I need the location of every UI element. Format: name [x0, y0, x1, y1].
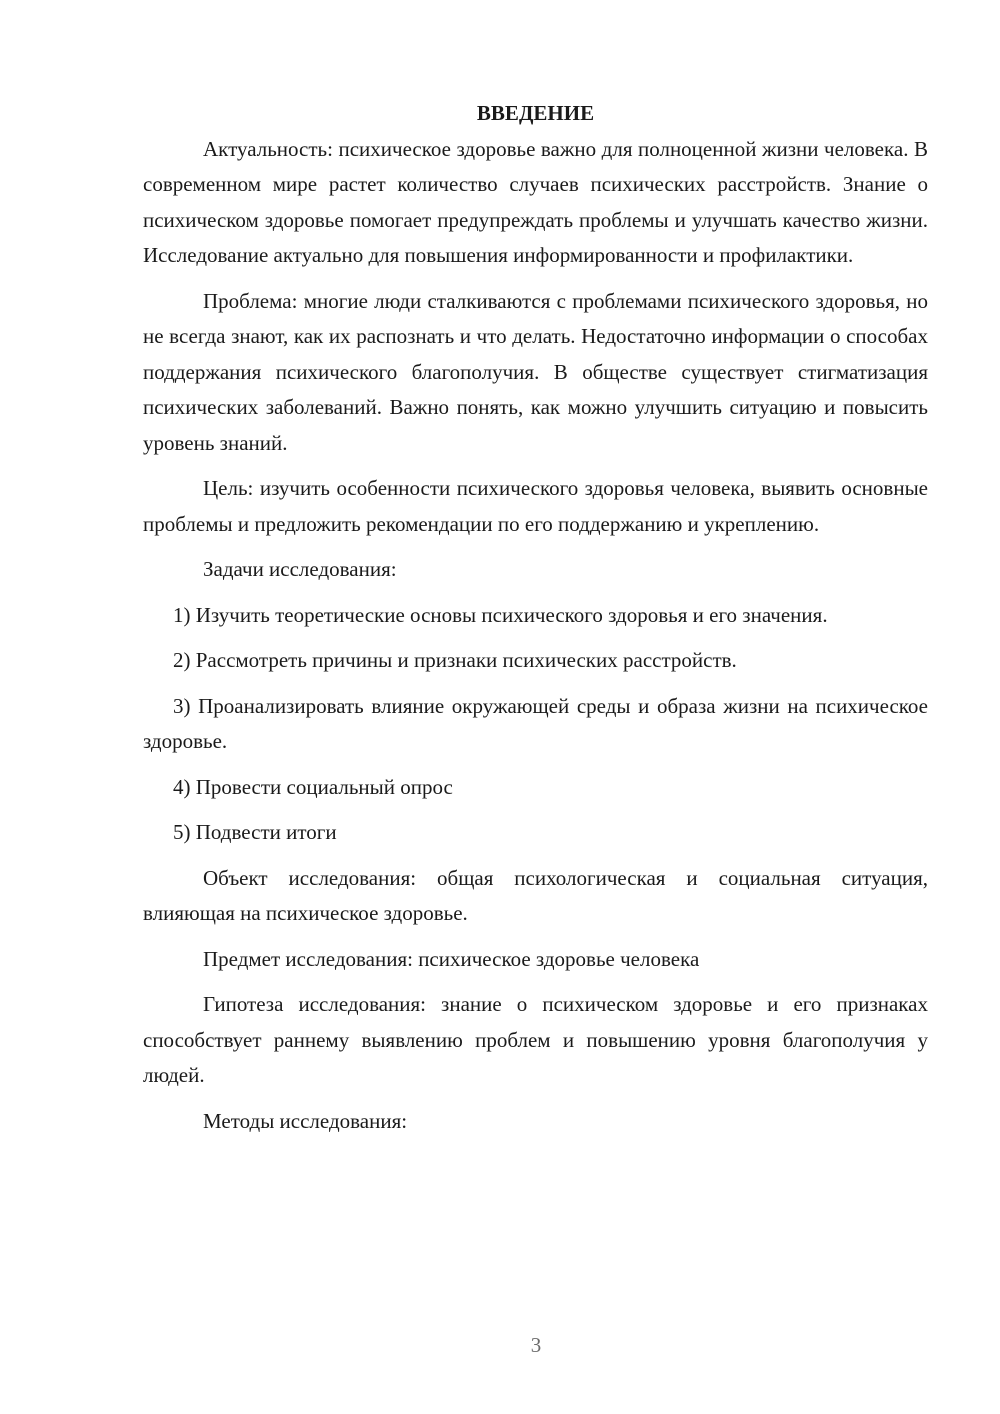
- task-item: 3) Проанализировать влияние окружающей среды и образа жизни на психическое здоровье.: [143, 693, 928, 753]
- paragraph-object: Объект исследования: общая психологическая и социальная ситуация, влияющая на психическое здоровье.: [143, 865, 928, 925]
- paragraph-problem: Проблема: многие люди сталкиваются с проблемами психического здоровья, но не всегда знают, как их распознать и что делать. Недостаточно информации о способах поддержания психического благополучия. В обществе существует стигматизация психических заболеваний. Важно понять, как можно улучшить ситуацию и повысить уровень знаний.: [143, 288, 928, 455]
- task-item: 1) Изучить теоретические основы психического здоровья и его значения.: [173, 602, 828, 627]
- task-item: 5) Подвести итоги: [173, 820, 337, 844]
- paragraph-subject: Предмет исследования: психическое здоровье человека: [203, 946, 700, 971]
- paragraph-hypothesis: Гипотеза исследования: знание о психическом здоровье и его признаках способствует раннему выявлению проблем и повышению уровня благополучия у людей.: [143, 992, 928, 1087]
- paragraph-goal: Цель: изучить особенности психического здоровья человека, выявить основные проблемы и предложить рекомендации по его поддержанию и укреплению.: [143, 476, 928, 536]
- section-title: ВВЕДЕНИЕ: [476, 101, 595, 125]
- paragraph-methods: Методы исследования:: [203, 1108, 408, 1133]
- paragraph-tasks-heading: Задачи исследования:: [203, 557, 397, 581]
- task-item: 4) Провести социальный опрос: [173, 774, 453, 799]
- page-number: 3: [530, 1333, 542, 1357]
- task-item: 2) Рассмотреть причины и признаки психических расстройств.: [173, 648, 737, 672]
- page-content: [143, 96, 928, 1149]
- paragraph-relevance: Актуальность: психическое здоровье важно для полноценной жизни человека. В современном мире растет количество случаев психических расстройств. Знание о психическом здоровье помогает предупреждать проблемы и улучшать качество жизни. Исследование актуально для повышения информированности и профилактики.: [143, 136, 928, 267]
